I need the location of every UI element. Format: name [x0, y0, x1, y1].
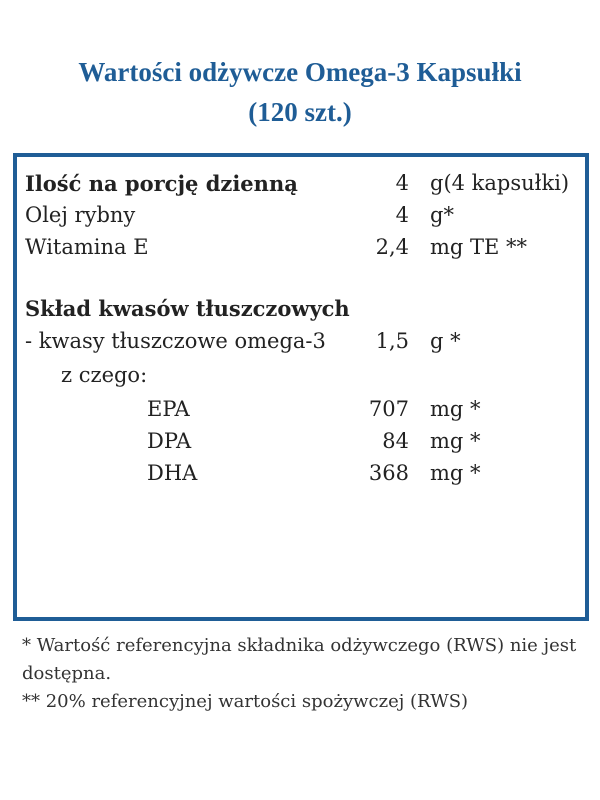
- row-label: Olej rybny: [25, 203, 136, 227]
- row-fish-oil: [17, 203, 585, 235]
- row-unit: mg TE **: [430, 235, 528, 259]
- row-label: Ilość na porcję dzienną: [25, 171, 298, 196]
- footnote-rws-percent: ** 20% referencyjnej wartości spożywczej (RWS): [22, 691, 469, 712]
- title-line-1: Wartości odżywcze Omega-3 Kapsułki: [78, 57, 522, 87]
- footnotes: [22, 632, 587, 716]
- row-label: DHA: [147, 461, 198, 485]
- row-unit: g*: [430, 203, 454, 227]
- row-unit: mg *: [430, 397, 481, 421]
- row-daily-portion: [17, 171, 585, 203]
- row-value: 368: [368, 461, 409, 485]
- row-unit: mg *: [430, 429, 481, 453]
- row-label: Witamina E: [25, 235, 149, 259]
- row-label: - kwasy tłuszczowe omega-3: [25, 329, 326, 353]
- section-heading: Skład kwasów tłuszczowych: [25, 296, 350, 321]
- row-label: z czego:: [61, 363, 148, 387]
- row-dpa: [17, 429, 585, 461]
- row-unit: mg *: [430, 461, 481, 485]
- row-value: 4: [395, 203, 409, 227]
- nutrition-table: [13, 153, 589, 621]
- row-value: 707: [368, 397, 409, 421]
- title-line-2: (120 szt.): [248, 97, 352, 127]
- row-label: EPA: [147, 397, 190, 421]
- row-unit: g *: [430, 329, 461, 353]
- footnote-rws-unavailable: * Wartość referencyjna składnika odżywczego (RWS) nie jest dostępna.: [22, 635, 577, 684]
- row-value: 1,5: [375, 329, 409, 353]
- row-omega-3: [17, 329, 585, 361]
- row-of-which: [17, 363, 585, 395]
- row-dha: [17, 461, 585, 493]
- section-fatty-acids: [17, 296, 585, 328]
- page-title: [0, 52, 600, 132]
- row-epa: [17, 397, 585, 429]
- row-value: 4: [395, 171, 409, 195]
- row-label: DPA: [147, 429, 192, 453]
- row-value: 2,4: [375, 235, 409, 259]
- row-value: 84: [382, 429, 409, 453]
- row-vitamin-e: [17, 235, 585, 267]
- row-unit: g(4 kapsułki): [430, 171, 570, 195]
